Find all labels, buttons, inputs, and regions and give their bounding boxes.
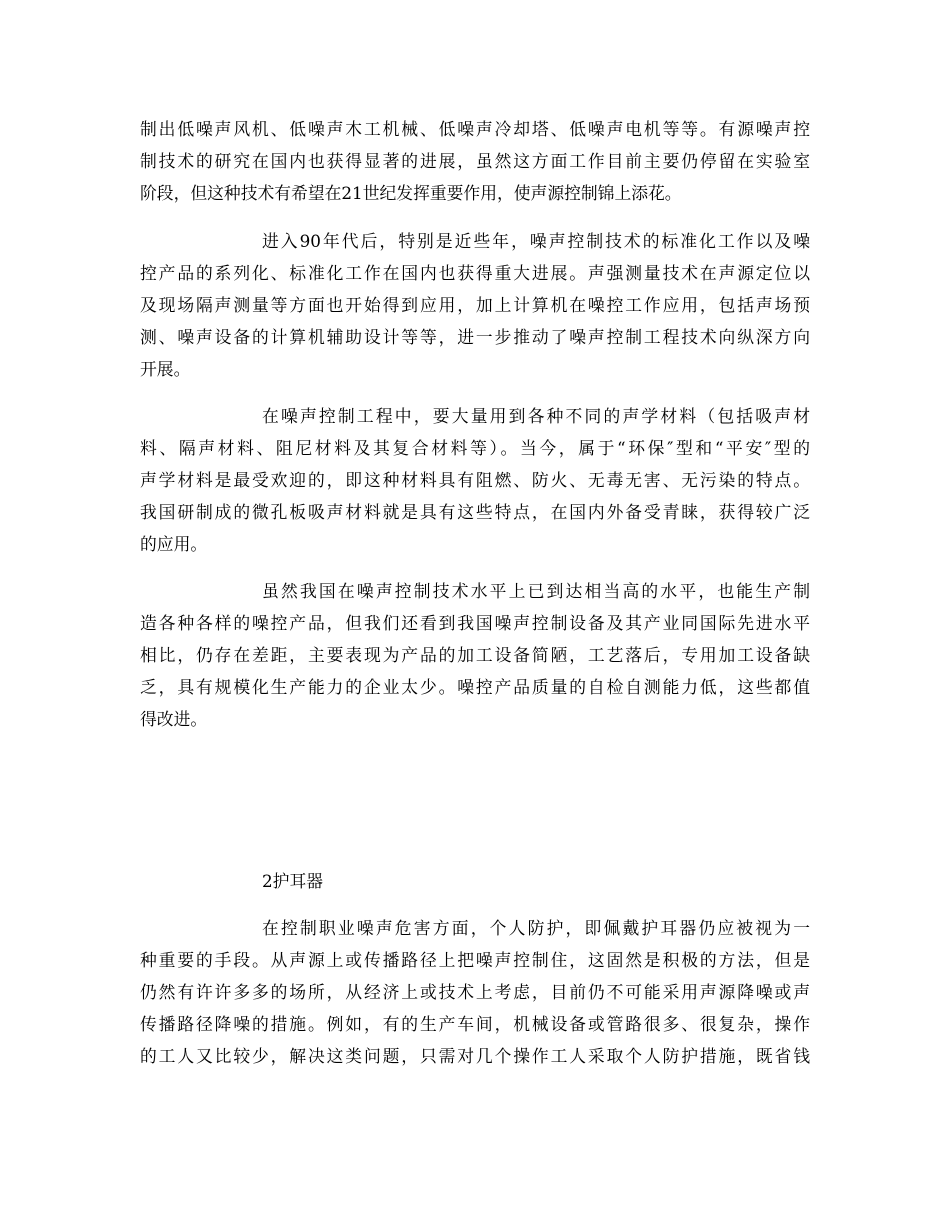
- text-line: 传播路径降噪的措施。例如，有的生产车间，机械设备或管路很多、很复杂，操作: [140, 1014, 810, 1034]
- text-line: 在噪声控制工程中，要大量用到各种不同的声学材料（包括吸声材: [262, 406, 810, 426]
- text-line: 声学材料是最受欢迎的，即这种材料具有阻燃、防火、无毒无害、无污染的特点。: [140, 470, 810, 490]
- text-line: 进入90年代后，特别是近些年，噪声控制技术的标准化工作以及噪: [262, 231, 810, 251]
- text-line: 造各种各样的噪控产品，但我们还看到我国噪声控制设备及其产业同国际先进水平: [140, 613, 810, 633]
- text-line: 测、噪声设备的计算机辅助设计等等，进一步推动了噪声控制工程技术向纵深方向: [140, 327, 810, 347]
- paragraph-hearing-protection: [140, 912, 810, 1072]
- text-line: 的工人又比较少，解决这类问题，只需对几个操作工人采取个人防护措施，既省钱: [140, 1046, 810, 1066]
- text-line: 控产品的系列化、标准化工作在国内也获得重大进展。声强测量技术在声源定位以: [140, 263, 810, 283]
- text-line: 的应用。: [140, 534, 208, 554]
- text-line: 及现场隔声测量等方面也开始得到应用，加上计算机在噪控工作应用，包括声场预: [140, 295, 810, 315]
- text-line: 种重要的手段。从声源上或传播路径上把噪声控制住，这固然是积极的方法，但是: [140, 950, 810, 970]
- paragraph-acoustic-materials: [140, 400, 810, 560]
- paragraph-industry-gap: [140, 575, 810, 735]
- text-line: 我国研制成的微孔板吸声材料就是具有这些特点，在国内外备受青睐，获得较广泛: [140, 502, 810, 522]
- text-line: 乏，具有规模化生产能力的企业太少。噪控产品质量的自检自测能力低，这些都值: [140, 677, 810, 697]
- paragraph-standardization-progress: [140, 225, 810, 385]
- paragraph-low-noise-equipment: [140, 113, 810, 209]
- text-line: 相比，仍存在差距，主要表现为产品的加工设备简陋，工艺落后，专用加工设备缺: [140, 645, 810, 665]
- text-line: 制出低噪声风机、低噪声木工机械、低噪声冷却塔、低噪声电机等等。有源噪声控: [140, 119, 810, 139]
- text-line: 制技术的研究在国内也获得显著的进展，虽然这方面工作目前主要仍停留在实验室: [140, 151, 810, 171]
- text-line: 阶段，但这种技术有希望在21世纪发挥重要作用，使声源控制锦上添花。: [140, 183, 682, 203]
- text-line: 在控制职业噪声危害方面，个人防护，即佩戴护耳器仍应被视为一: [262, 918, 810, 938]
- text-line: 得改进。: [140, 709, 208, 729]
- section-heading: 2护耳器: [262, 871, 324, 891]
- text-line: 料、隔声材料、阻尼材料及其复合材料等）。当今，属于“环保″型和“平安″型的: [140, 438, 810, 458]
- text-line: 仍然有许许多多的场所，从经济上或技术上考虑，目前仍不可能采用声源降噪或声: [140, 982, 810, 1002]
- text-line: 开展。: [140, 359, 191, 379]
- text-line: 虽然我国在噪声控制技术水平上已到达相当高的水平，也能生产制: [262, 581, 810, 601]
